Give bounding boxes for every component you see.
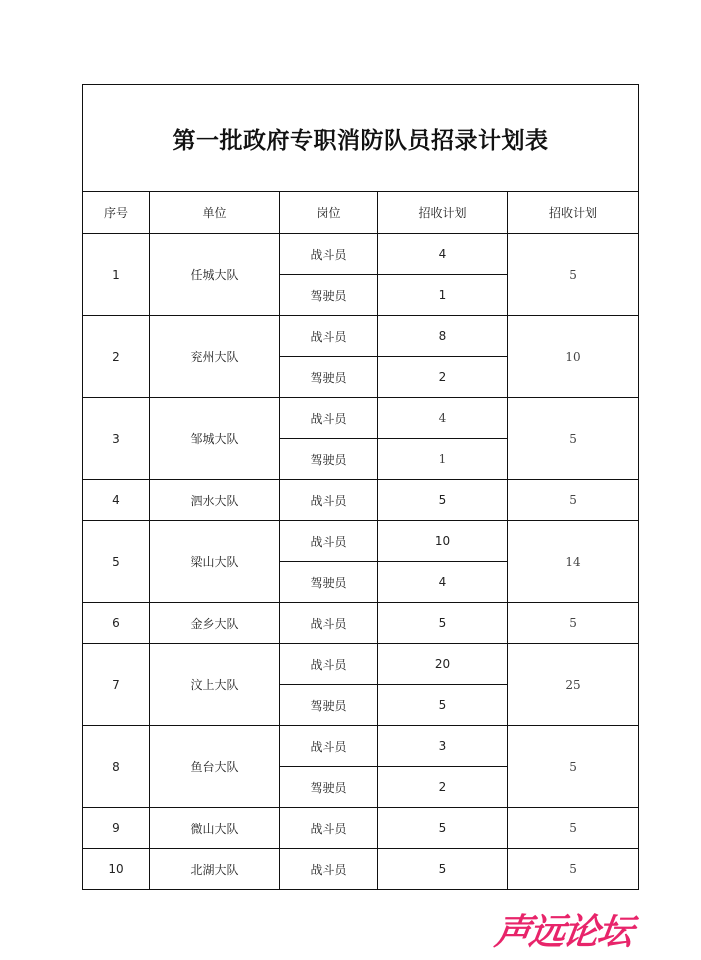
cell-plan-count: 10 <box>378 521 508 562</box>
table-row <box>83 398 639 439</box>
cell-serial: 2 <box>83 316 150 398</box>
table-row <box>83 234 639 275</box>
cell-post: 驾驶员 <box>280 685 378 726</box>
table-row <box>83 644 639 685</box>
cell-plan-count: 3 <box>378 726 508 767</box>
cell-plan-total: 5 <box>508 603 639 644</box>
cell-plan-count: 5 <box>378 603 508 644</box>
header-serial: 序号 <box>83 192 150 234</box>
cell-unit: 鱼台大队 <box>150 726 280 808</box>
table-row <box>83 849 639 890</box>
cell-post: 战斗员 <box>280 644 378 685</box>
cell-unit: 北湖大队 <box>150 849 280 890</box>
header-row <box>83 192 639 234</box>
cell-post: 战斗员 <box>280 521 378 562</box>
cell-plan-count: 8 <box>378 316 508 357</box>
cell-plan-count: 4 <box>378 562 508 603</box>
cell-serial: 8 <box>83 726 150 808</box>
cell-plan-count: 5 <box>378 849 508 890</box>
cell-unit: 梁山大队 <box>150 521 280 603</box>
header-post: 岗位 <box>280 192 378 234</box>
cell-post: 战斗员 <box>280 808 378 849</box>
cell-post: 驾驶员 <box>280 275 378 316</box>
cell-unit: 泗水大队 <box>150 480 280 521</box>
cell-post: 战斗员 <box>280 398 378 439</box>
table-row <box>83 808 639 849</box>
cell-plan-count: 4 <box>378 398 508 439</box>
table-row <box>83 603 639 644</box>
cell-post: 驾驶员 <box>280 562 378 603</box>
table-row <box>83 726 639 767</box>
cell-plan-count: 2 <box>378 767 508 808</box>
cell-unit: 汶上大队 <box>150 644 280 726</box>
cell-post: 战斗员 <box>280 726 378 767</box>
cell-serial: 5 <box>83 521 150 603</box>
cell-plan-count: 5 <box>378 685 508 726</box>
cell-serial: 10 <box>83 849 150 890</box>
cell-plan-total: 25 <box>508 644 639 726</box>
cell-plan-total: 5 <box>508 808 639 849</box>
cell-plan-total: 5 <box>508 849 639 890</box>
header-plan-total: 招收计划 <box>508 192 639 234</box>
cell-serial: 9 <box>83 808 150 849</box>
cell-post: 战斗员 <box>280 603 378 644</box>
table-title: 第一批政府专职消防队员招录计划表 <box>83 85 639 192</box>
cell-post: 战斗员 <box>280 480 378 521</box>
cell-plan-total: 5 <box>508 726 639 808</box>
cell-plan-count: 4 <box>378 234 508 275</box>
cell-plan-count: 2 <box>378 357 508 398</box>
cell-plan-count: 1 <box>378 439 508 480</box>
cell-plan-count: 1 <box>378 275 508 316</box>
cell-plan-total: 5 <box>508 480 639 521</box>
cell-plan-total: 5 <box>508 234 639 316</box>
cell-post: 战斗员 <box>280 234 378 275</box>
recruitment-plan-table <box>82 84 639 890</box>
cell-unit: 任城大队 <box>150 234 280 316</box>
cell-plan-total: 10 <box>508 316 639 398</box>
forum-watermark-logo: 声远论坛 <box>492 912 634 953</box>
cell-post: 驾驶员 <box>280 439 378 480</box>
cell-plan-total: 14 <box>508 521 639 603</box>
cell-plan-total: 5 <box>508 398 639 480</box>
cell-serial: 1 <box>83 234 150 316</box>
table-row <box>83 480 639 521</box>
cell-post: 战斗员 <box>280 849 378 890</box>
cell-unit: 兖州大队 <box>150 316 280 398</box>
table-row <box>83 521 639 562</box>
recruitment-plan-document <box>82 84 638 890</box>
cell-unit: 微山大队 <box>150 808 280 849</box>
cell-unit: 邹城大队 <box>150 398 280 480</box>
cell-serial: 3 <box>83 398 150 480</box>
cell-post: 战斗员 <box>280 316 378 357</box>
cell-serial: 6 <box>83 603 150 644</box>
cell-serial: 7 <box>83 644 150 726</box>
cell-post: 驾驶员 <box>280 357 378 398</box>
table-row <box>83 316 639 357</box>
cell-unit: 金乡大队 <box>150 603 280 644</box>
cell-plan-count: 5 <box>378 480 508 521</box>
cell-post: 驾驶员 <box>280 767 378 808</box>
cell-plan-count: 20 <box>378 644 508 685</box>
header-plan: 招收计划 <box>378 192 508 234</box>
cell-plan-count: 5 <box>378 808 508 849</box>
header-unit: 单位 <box>150 192 280 234</box>
cell-serial: 4 <box>83 480 150 521</box>
